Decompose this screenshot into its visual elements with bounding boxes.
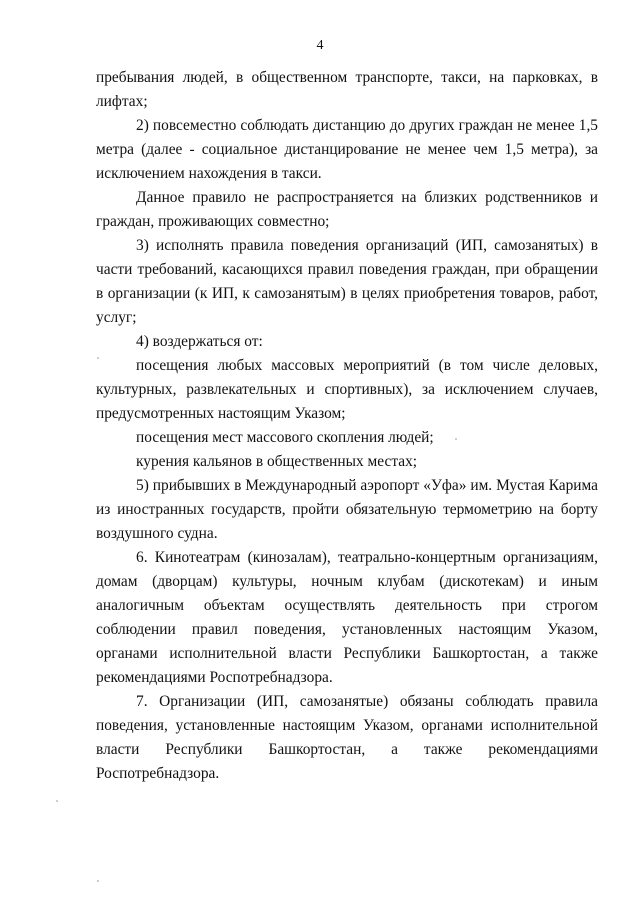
scan-speck: [455, 438, 457, 440]
paragraph-item-5: 5) прибывших в Международный аэропорт «Уфа» им. Мустая Карима из иностранных государств, пройти обязательную термометрию на борту воздушного судна.: [96, 477, 598, 542]
paragraph-section-7: 7. Организации (ИП, самозанятые) обязаны соблюдать правила поведения, установленные настоящим Указом, органами исполнительной власти Республики Башкортостан, а также рекомендациями Роспотребнадзора.: [96, 693, 598, 782]
paragraph-item-2: 2) повсеместно соблюдать дистанцию до других граждан не менее 1,5 метра (далее - социальное дистанцирование не менее чем 1,5 метра), за исключением нахождения в такси.: [96, 117, 598, 182]
paragraph-continuation: пребывания людей, в общественном транспорте, такси, на парковках, в лифтах;: [96, 69, 598, 110]
paragraph-section-6: 6. Кинотеатрам (кинозалам), театрально-концертным организациям, домам (дворцам) культуры, ночным клубам (дискотекам) и иным аналогичным объектам осуществлять деятельность при строгом соблюдении правил поведения, установленных настоящим Указом, органами исполнительной власти Республики Башкортостан, а также рекомендациями Роспотребнадзора.: [96, 549, 598, 686]
scan-speck: [97, 880, 99, 882]
scan-speck: [97, 357, 99, 359]
document-body: [96, 66, 598, 786]
page-number: 4: [316, 38, 324, 53]
paragraph-crowded-places: посещения мест массового скопления людей;: [136, 429, 434, 446]
scan-speck: [56, 800, 58, 802]
paragraph-hookah: курения кальянов в общественных местах;: [136, 453, 418, 470]
paragraph-rule-exception: Данное правило не распространяется на близких родственников и граждан, проживающих совместно;: [96, 189, 598, 230]
paragraph-mass-events: посещения любых массовых мероприятий (в том числе деловых, культурных, развлекательных и спортивных), за исключением случаев, предусмотренных настоящим Указом;: [96, 357, 598, 422]
paragraph-item-3: 3) исполнять правила поведения организаций (ИП, самозанятых) в части требований, касающихся правил поведения граждан, при обращении в организации (к ИП, к самозанятым) в целях приобретения товаров, работ, услуг;: [96, 237, 598, 326]
paragraph-item-4: 4) воздержаться от:: [136, 333, 263, 350]
